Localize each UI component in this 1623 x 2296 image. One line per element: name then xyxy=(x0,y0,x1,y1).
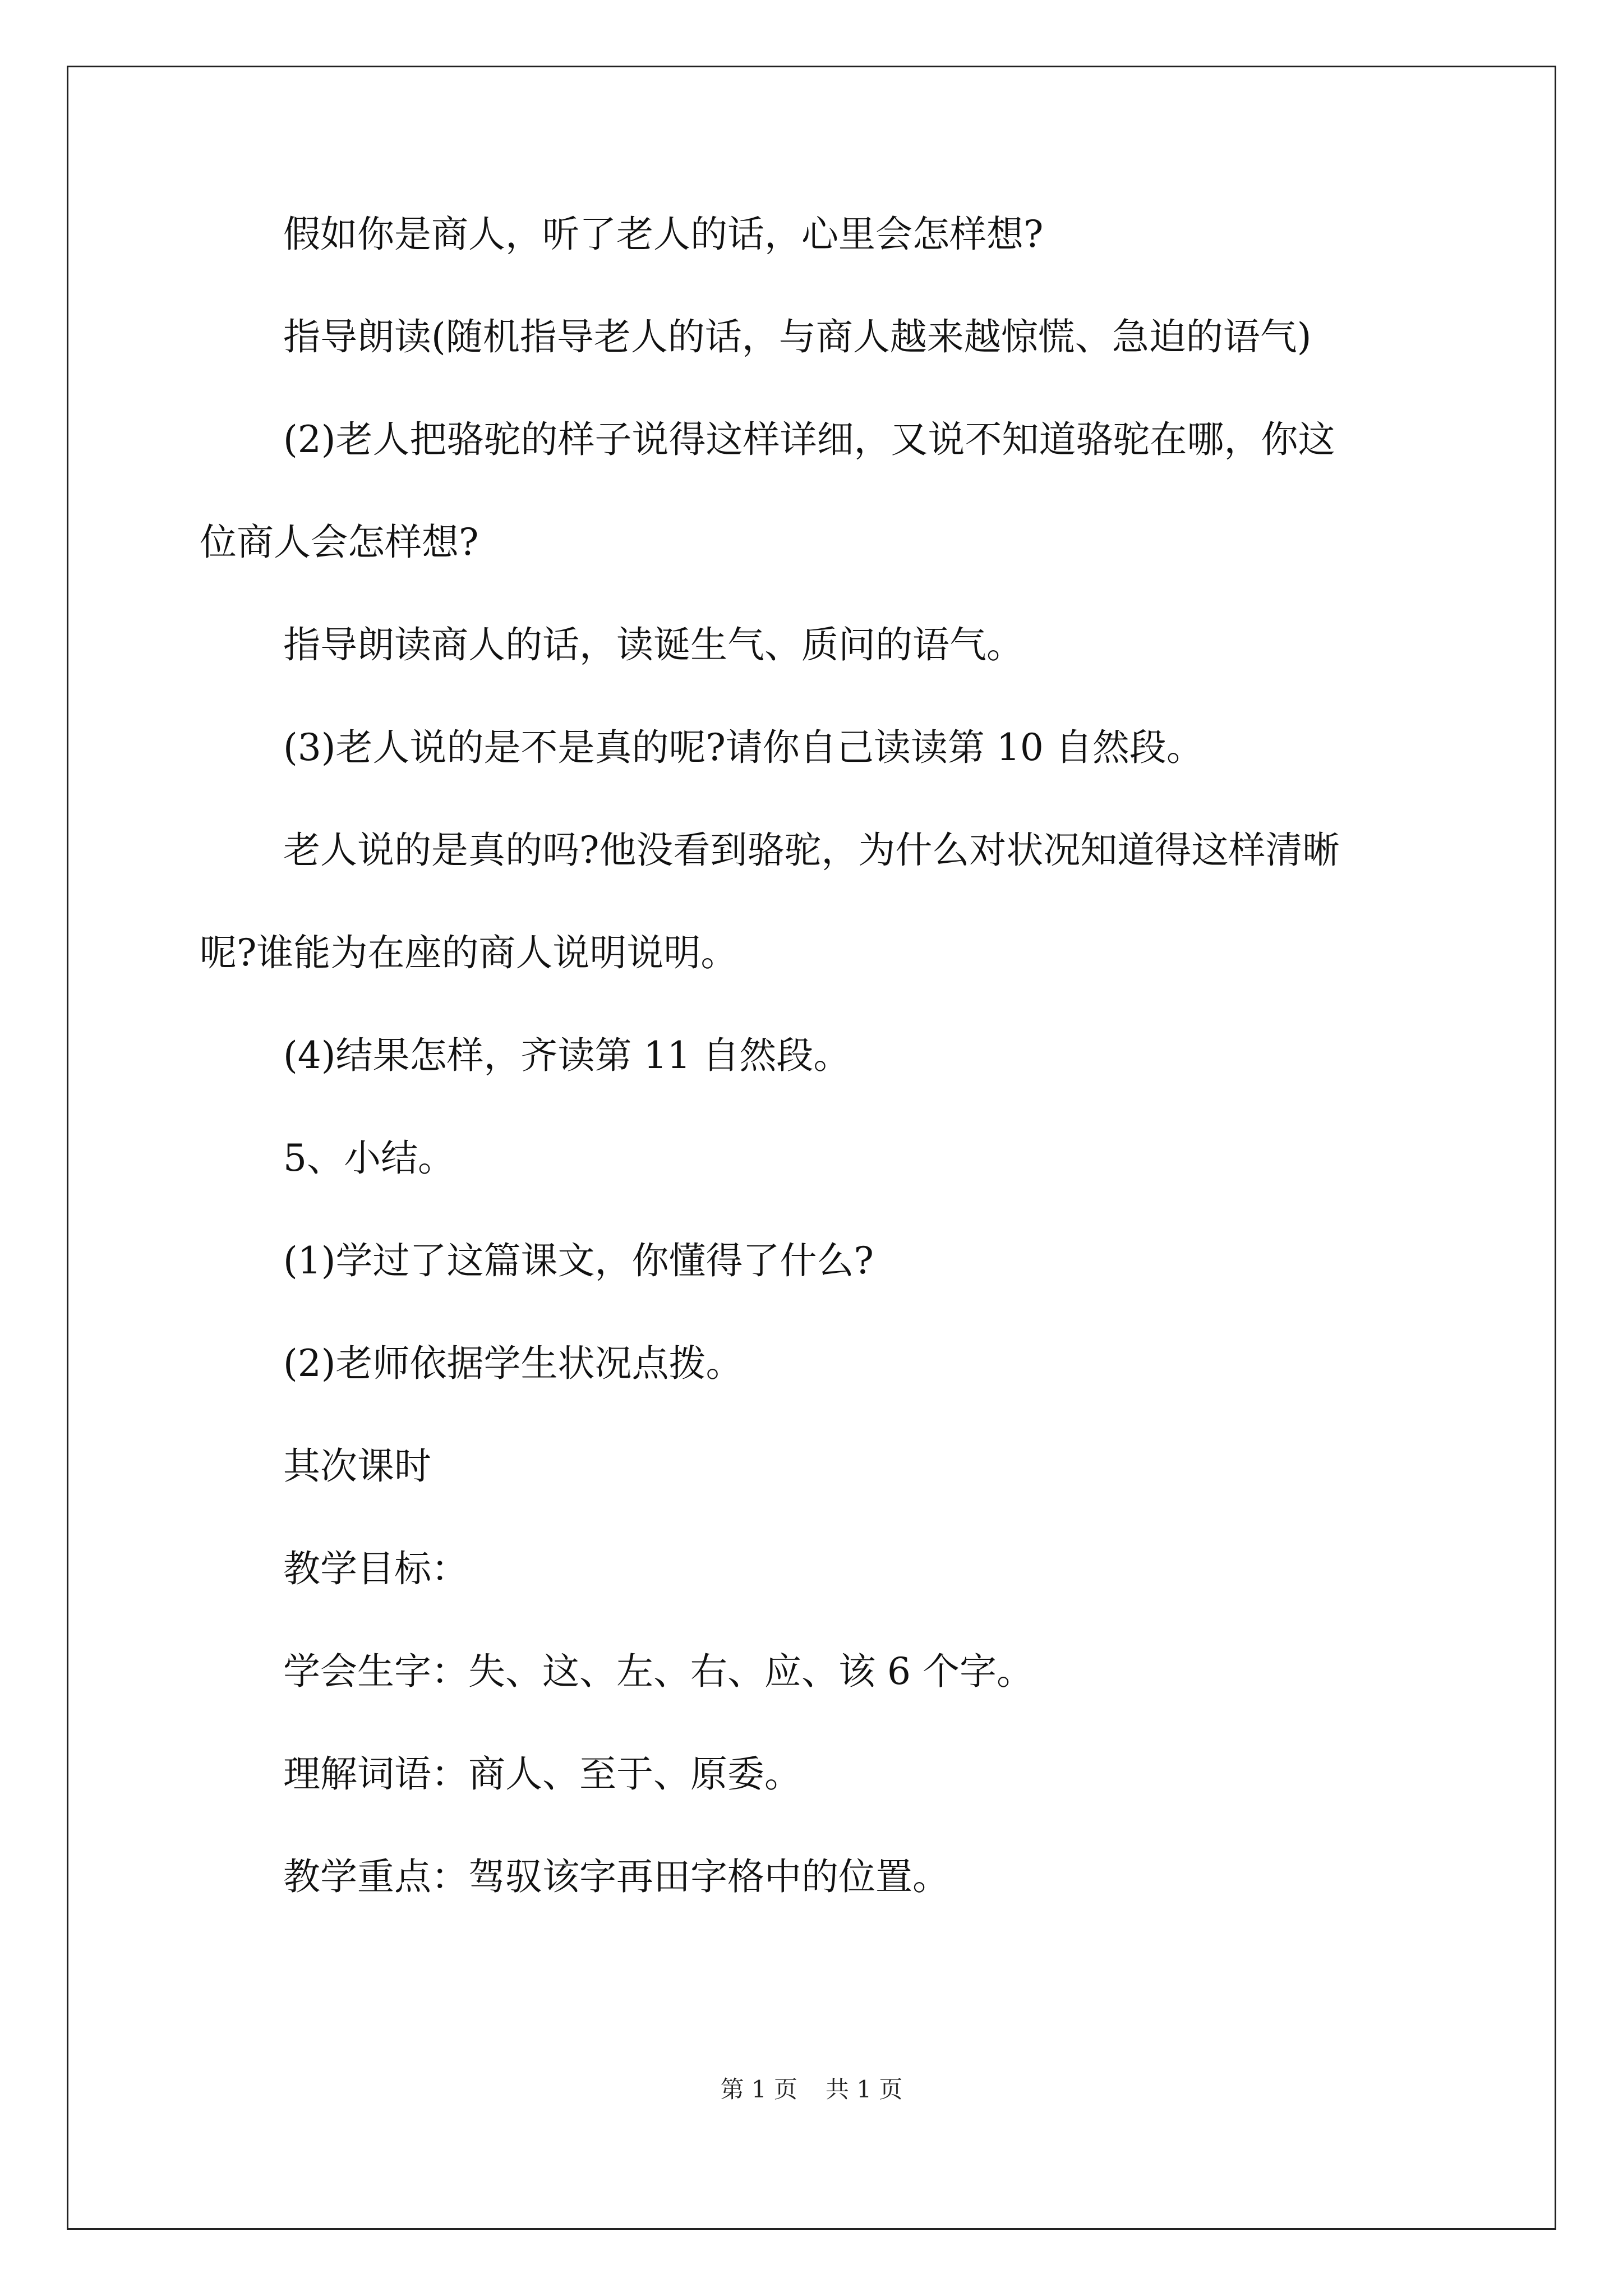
page-number: 第 1 页 xyxy=(720,2076,797,2103)
paragraph: 老人说的是真的吗?他没看到骆驼，为什么对状况知道得这样清晰 xyxy=(283,829,1340,872)
section-heading: 其次课时 xyxy=(283,1444,431,1488)
paragraph: 假如你是商人，听了老人的话，心里会怎样想? xyxy=(283,213,1044,256)
paragraph: (2)老师依据学生状况点拨。 xyxy=(283,1342,743,1385)
paragraph: 理解词语：商人、至于、原委。 xyxy=(283,1752,801,1796)
paragraph-continuation: 位商人会怎样想? xyxy=(200,521,479,564)
paragraph-continuation: 呢?谁能为在座的商人说明说明。 xyxy=(200,931,738,974)
paragraph: 教学重点：驾驭该字再田字格中的位置。 xyxy=(283,1855,949,1898)
paragraph: 指导朗读商人的话，读诞生气、质问的语气。 xyxy=(283,623,1023,666)
paragraph: (1)学过了这篇课文，你懂得了什么? xyxy=(283,1239,874,1282)
section-heading: 教学目标： xyxy=(283,1547,468,1590)
page-total: 共 1 页 xyxy=(826,2076,903,2103)
paragraph: (4)结果怎样，齐读第 11 自然段。 xyxy=(283,1034,851,1077)
paragraph: (2)老人把骆驼的样子说得这样详细，又说不知道骆驼在哪，你这 xyxy=(283,418,1335,461)
section-heading: 5、小结。 xyxy=(283,1137,455,1180)
paragraph: 指导朗读(随机指导老人的话，与商人越来越惊慌、急迫的语气) xyxy=(283,315,1312,358)
page-footer xyxy=(0,2076,1623,2104)
paragraph: (3)老人说的是不是真的呢?请你自己读读第 10 自然段。 xyxy=(283,726,1204,769)
paragraph: 学会生字：失、这、左、右、应、该 6 个字。 xyxy=(283,1650,1034,1693)
